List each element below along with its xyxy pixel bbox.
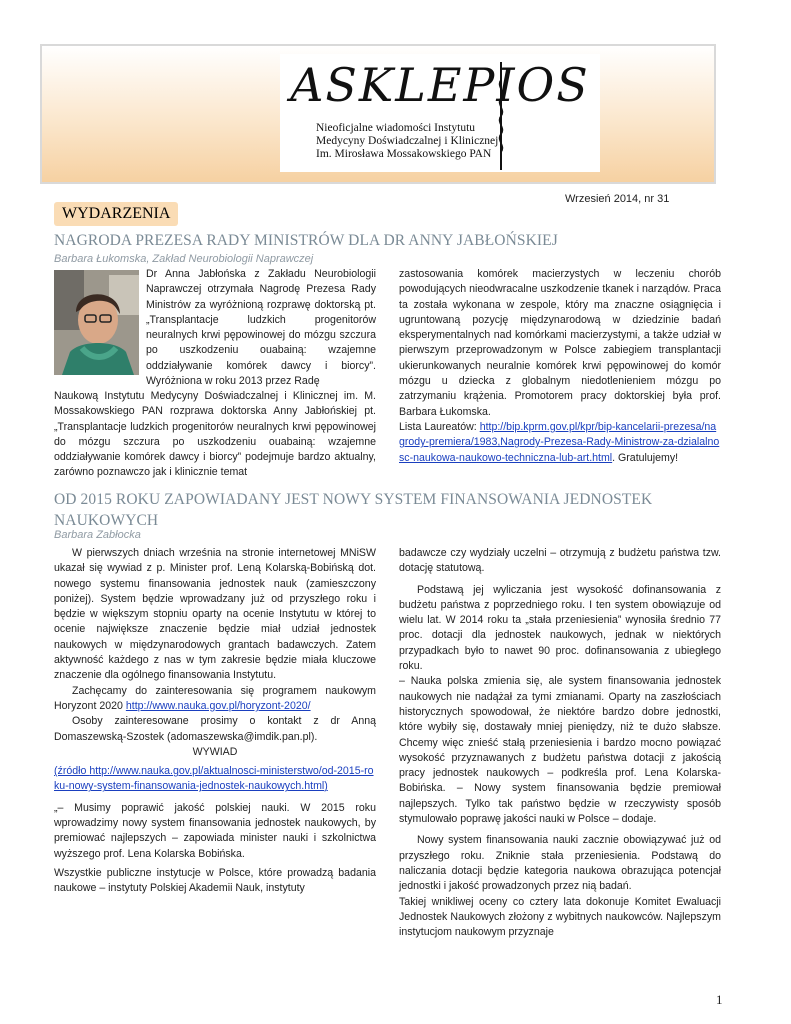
section-tag: WYDARZENIA (54, 202, 178, 226)
portrait-image (54, 270, 139, 375)
logo-subtitle: Nieoficjalne wiadomości Instytutu Medycyny Doświadczalnej i Klinicznej Im. Mirosława Mossakowskiego PAN (316, 122, 499, 160)
wywiad-heading: WYWIAD (192, 745, 238, 758)
asklepios-logo (280, 54, 600, 172)
article1-col1-wrap: Dr Anna Jabłońska z Zakładu Neurobiologii Naprawczej otrzymała Nagrodę Prezesa Rady Ministrów za wyróżnioną rozprawę doktorską pt. „Transplantacje ludzkich progenitorów neuralnych krwi pępowinowej do mózgu szczura po uszkodzeniu ouabainą: wzajemne oddziaływanie komórek dawcy i biorcy”. Wyróżniona w roku 2013 przez Radę (146, 268, 376, 388)
author-photo (54, 270, 139, 375)
article1-byline: Barbara Łukomska, Zakład Neurobiologii Naprawczej (54, 253, 314, 265)
article1-col1-full: Naukową Instytutu Medycyny Doświadczalnej i Klinicznej im. M. Mossakowskiego PAN rozprawa doktorska Anny Jabłońskiej pt. „Transplantacje ludzkich progenitorów neuralnych krwi pępowinowej do mózgu szczura po uszkodzeniu ouabainą: wzajemne oddziaływanie komórek dawcy i biorcy” podejmuje bardzo aktualny, zarówno poznawczo jak i klinicznie temat (54, 390, 376, 479)
article2-byline: Barbara Zabłocka (54, 529, 141, 541)
laureates-link[interactable]: http://bip.kprm.gov.pl/kpr/bip-kancelarii-prezesa/nagrody-premiera/1983,Nagrody-Prezesa-Rady-Ministrow-za-dzialalnosc-naukowa-naukowo-techniczna-lub-art.html (399, 420, 720, 464)
logo-title: ASKLEPIOS (290, 58, 590, 112)
article1-col2: zastosowania komórek macierzystych w leczeniu chorób powodujących nieodwracalne uszkodzenie tkanek i narządów. Praca ta została wykonana w zespole, który ma znaczne osiągnięcia i ugruntowaną pozycję międzynarodową w dziedzinie badań eksperymentalnych nad komórkami macierzystymi, a także udział w pierwszym przeprowadzonym w Polsce zabiegiem transplantacji ukierunkowanych neuralnie komórek krwi pępowinowej do komór mózgu u dziecka z globalnym niedotlenieniem mózgu po zatrzymaniu krążenia. Promotorem pracy doktorskiej była prof. Barbara Łukomska. Lista Laureatów: http://bip.kprm.gov.pl/kpr/bip-kancelarii-prezesa/nagrody-premiera/1983,Nagrody-Prezesa-Rady-Ministrow-za-dzialalnosc-naukowa-naukowo-techniczna-lub-art.html. Gratulujemy! (399, 267, 721, 466)
article2-col2: badawcze czy wydziały uczelni – otrzymują z budżetu państwa tzw. dotację statutową. Podstawą jej wyliczania jest wysokość dofinansowania z budżetu państwa z poprzedniego roku. I ten system obowiązuje od wielu lat. W 2014 roku ta „stała przeniesienia” wynosiła średnio 77 proc. dotacji dla jednostek naukowych, jednak w niektórych przypadkach było to nawet 90 proc. dofinansowania z ubiegłego roku. – Nauka polska zmienia się, ale system finansowania jednostek naukowych nie nadążał za tymi zmianami. Oparty na zaszłościach historycznych spowodował, że niektóre bardzo dobre jednostki, które wybiły się, dostawały mniej pieniędzy, niż te dużo słabsze. Chcemy więc znieść stałą przeniesienia i bardzo mocno powiązać wysokość przyznawanych z budżetu państwa dotacji z jakością pracy jednostek naukowych – podkreśla prof. Lena Kolarska-Bobińska. – Nowy system finansowania będzie premiował najlepszych. Tylko tak państwo będzie w rzeczywisty sposób stymulowało poprawę jakości nauki w Polsce – dodaje. Nowy system finansowania nauki zacznie obowiązywać już od przyszłego roku. Zniknie stała przeniesienia. Podstawą do naliczania dotacji będzie kategoria naukowa obrazująca potencjał jednostki i jakość prowadzonych przez nią badań. Takiej wnikliwej oceny co cztery lata dokonuje Komitet Ewaluacji Jednostek Naukowych złożony z wybitnych naukowców. Najlepszym instytucjom naukowym przyznaje (399, 547, 721, 939)
source-link[interactable]: http://www.nauka.gov.pl/aktualnosci-ministerstwo/od-2015-roku-nowy-system-finansowania-jednostek-naukowych.html (54, 765, 374, 793)
horizon-paragraph: Zachęcamy do zainteresowania się programem naukowym Horyzont 2020 http://www.nauka.gov.pl/horyzont-2020/ (54, 684, 376, 712)
article1-title: NAGRODA PREZESA RADY MINISTRÓW DLA DR ANNY JABŁOŃSKIEJ (54, 232, 558, 249)
horizon-link[interactable]: http://www.nauka.gov.pl/horyzont-2020/ (125, 699, 311, 712)
article2-title: OD 2015 ROKU ZAPOWIADANY JEST NOWY SYSTEM FINANSOWANIA JEDNOSTEK NAUKOWYCH (54, 491, 653, 529)
masthead-banner (40, 44, 716, 184)
source-paragraph: (źródło http://www.nauka.gov.pl/aktualnosci-ministerstwo/od-2015-roku-nowy-system-finansowania-jednostek-naukowych.html) (54, 765, 374, 793)
page-number: 1 (716, 992, 723, 1007)
laureates-paragraph: Lista Laureatów: http://bip.kprm.gov.pl/kpr/bip-kancelarii-prezesa/nagrody-premiera/1983,Nagrody-Prezesa-Rady-Ministrow-za-dzialalnosc-naukowa-naukowo-techniczna-lub-art.html. Gratulujemy! (399, 420, 720, 464)
article2-col1: W pierwszych dniach września na stronie internetowej MNiSW ukazał się wywiad z p. Minister prof. Leną Kolarską-Bobińską dot. nowego systemu finansowania jednostek nauk (zamieszczony poniżej). System będzie wprowadzany już od przyszłego roku i będzie w większym stopniu oparty na ocenie Instytutu w której to ocenie największe znaczenie będzie miał udział jednostek naukowych w międzynarodowych grantach badawczych. Zatem aktywność każdego z nas w tym zakresie będzie miała kluczowe znaczenie dla ogólnego finansowania Instytutu. Zachęcamy do zainteresowania się programem naukowym Horyzont 2020 http://www.nauka.gov.pl/horyzont-2020/ Osoby zainteresowane prosimy o kontakt z dr Anną Domaszewską-Szostek (adomaszewska@imdik.pan.pl). WYWIAD (źródło http://www.nauka.gov.pl/aktualnosci-ministerstwo/od-2015-roku-nowy-system-finansowania-jednostek-naukowych.html) „– Musimy poprawić jakość polskiej nauki. W 2015 roku wprowadzimy nowy system finansowania jednostek naukowych, by premiować najlepszych – zapowiada minister nauki i szkolnictwa wyższego prof. Lena Kolarska Bobińska. Wszystkie publiczne instytucje w Polsce, które prowadzą badania naukowe – instytuty Polskiej Akademii Nauk, instytuty (54, 547, 376, 895)
issue-date: Wrzesień 2014, nr 31 (565, 193, 670, 205)
